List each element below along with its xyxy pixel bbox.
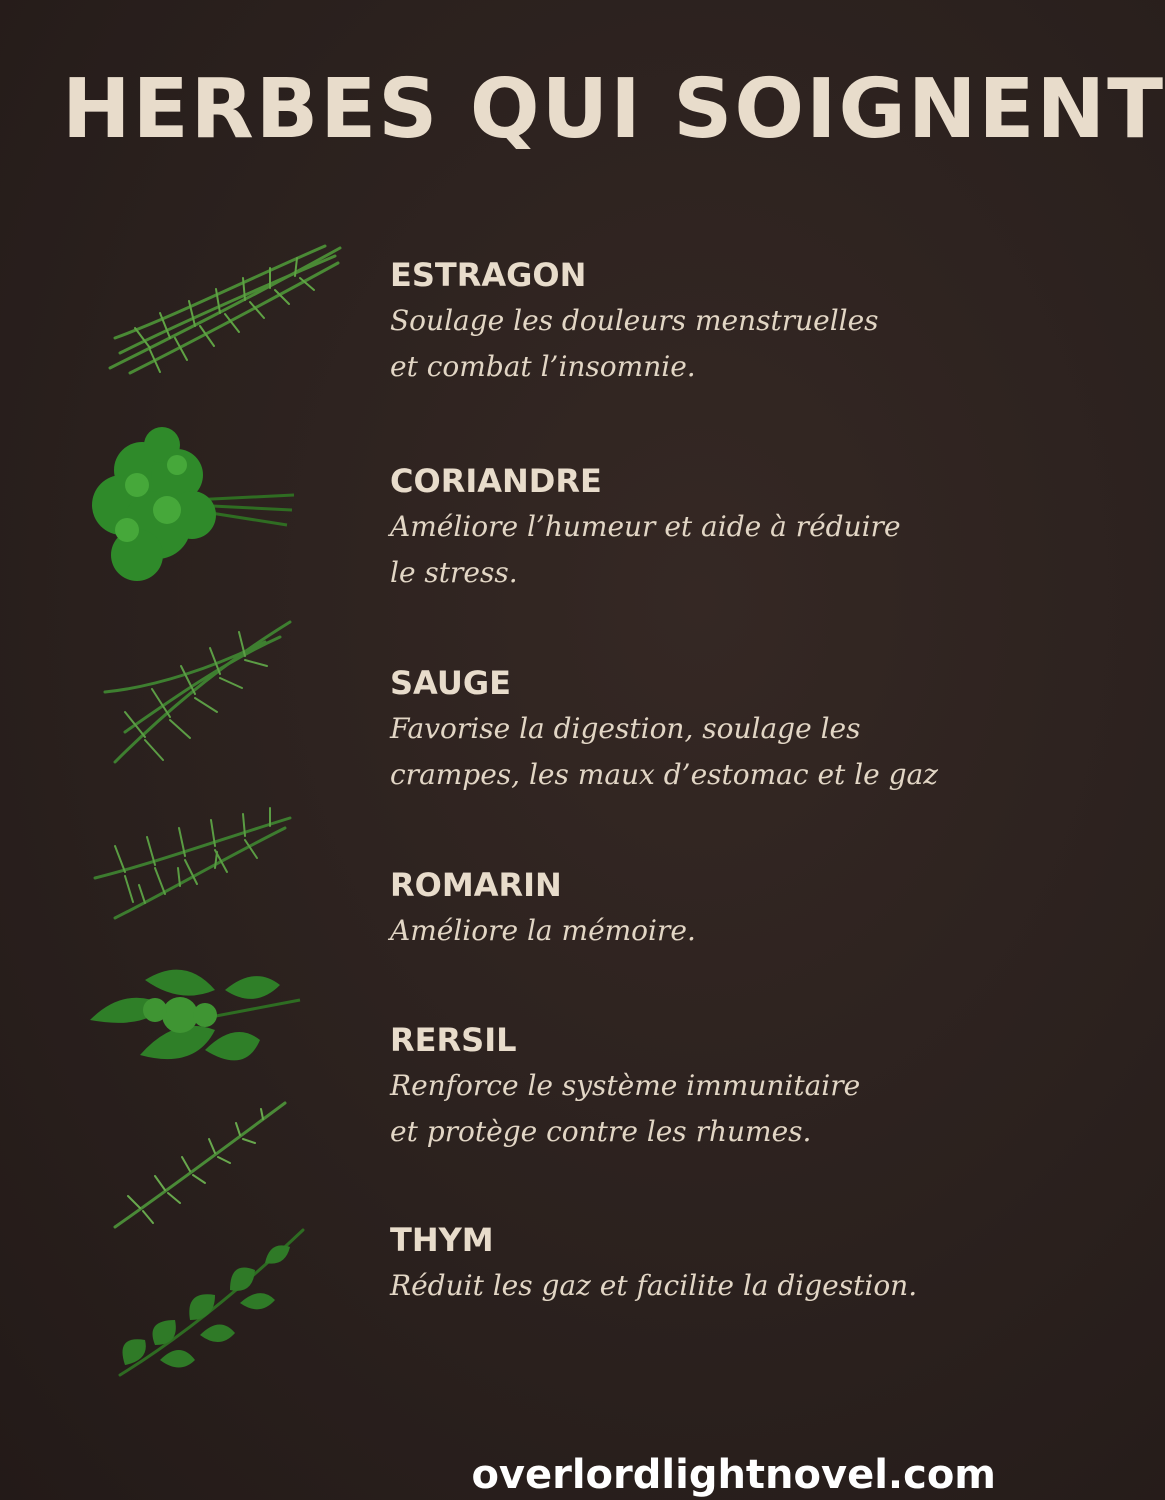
small-thyme-sprig-icon: [105, 1095, 290, 1235]
herb-name-estragon: ESTRAGON: [390, 256, 587, 294]
herb-description-romarin: Améliore la mémoire.: [390, 914, 696, 947]
herb-name-persil: RERSIL: [390, 1021, 517, 1059]
rosemary-sprig-icon: [85, 798, 295, 938]
herb-name-coriandre: CORIANDRE: [390, 462, 602, 500]
herb-description-thym: Réduit les gaz et facilite la digestion.: [390, 1269, 918, 1302]
herb-name-romarin: ROMARIN: [390, 866, 562, 904]
herb-description-estragon: Soulage les douleurs menstruelles et combat l’insomnie.: [390, 304, 879, 383]
watermark: overlordlightnovel.com: [471, 1452, 996, 1498]
herb-description-persil: Renforce le système immunitaire et protège contre les rhumes.: [390, 1069, 861, 1148]
herb-description-sauge: Favorise la digestion, soulage les crampes, les maux d’estomac et le gaz: [390, 712, 938, 791]
page-title: HERBES QUI SOIGNENT: [62, 62, 1165, 157]
coriander-bunch-icon: [82, 415, 297, 595]
herb-name-thym: THYM: [390, 1221, 494, 1259]
tarragon-sprig-icon: [100, 238, 345, 383]
parsley-leaf-icon: [85, 960, 305, 1085]
thyme-sprig-icon: [105, 1225, 305, 1385]
herb-description-coriandre: Améliore l’humeur et aide à réduire le stress.: [390, 510, 901, 589]
herb-name-sauge: SAUGE: [390, 664, 511, 702]
sage-sprig-icon: [95, 612, 295, 777]
